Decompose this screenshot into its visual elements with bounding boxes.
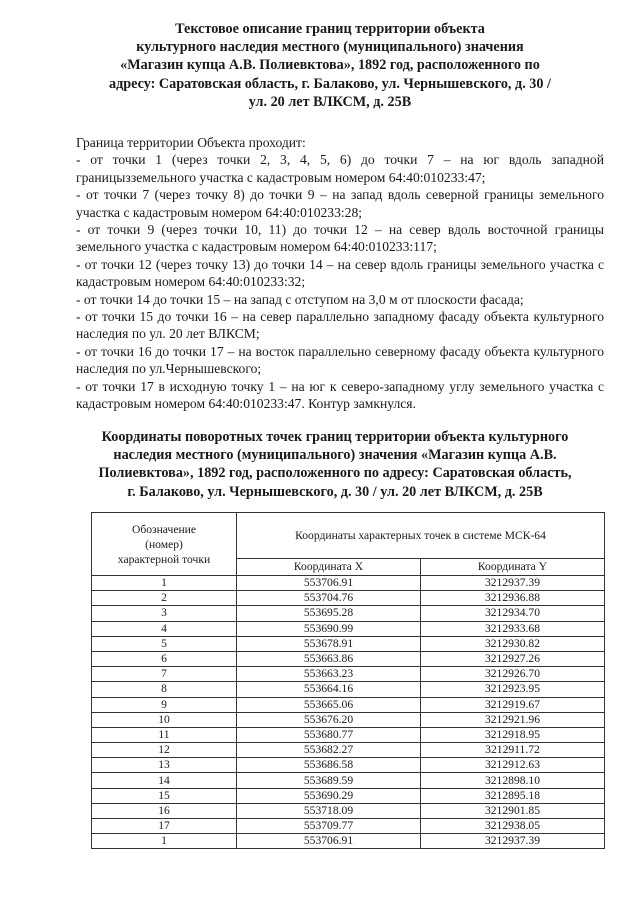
header-coordinate-y: Координата Y <box>420 559 604 576</box>
coordinate-y-cell: 3212921.96 <box>420 712 604 727</box>
description-item: - от точки 9 (через точки 10, 11) до точки 12 – на север вдоль восточной границы земельного участка с кадастровым номером 64:40:010233:117; <box>76 222 604 255</box>
table-row <box>92 651 605 666</box>
point-number-cell: 16 <box>92 803 237 818</box>
coordinate-y-cell: 3212901.85 <box>420 803 604 818</box>
coordinate-y-cell: 3212911.72 <box>420 743 604 758</box>
header-coordinate-x: Координата X <box>237 559 421 576</box>
coordinates-table-body <box>92 576 605 849</box>
coordinate-x-cell: 553663.23 <box>237 667 421 682</box>
description-item: - от точки 16 до точки 17 – на восток параллельно северному фасаду объекта культурного наследия по ул.Чернышевского; <box>76 343 604 377</box>
title-line: ул. 20 лет ВЛКСМ, д. 25В <box>248 93 412 110</box>
coordinate-x-cell: 553706.91 <box>237 576 421 591</box>
point-number-cell: 12 <box>92 743 237 758</box>
table-row <box>92 788 605 803</box>
coordinate-y-cell: 3212938.05 <box>420 819 604 834</box>
coordinate-y-cell: 3212937.39 <box>420 576 604 591</box>
point-number-cell: 15 <box>92 788 237 803</box>
table-row <box>92 819 605 834</box>
coordinate-x-cell: 553704.76 <box>237 591 421 606</box>
coordinate-y-cell: 3212936.88 <box>420 591 604 606</box>
point-number-cell: 6 <box>92 651 237 666</box>
coordinate-y-cell: 3212923.95 <box>420 682 604 697</box>
title-line: культурного наследия местного (муниципального) значения <box>136 39 524 56</box>
coordinates-title <box>60 428 610 501</box>
table-row <box>92 576 605 591</box>
coordinate-x-cell: 553689.59 <box>237 773 421 788</box>
point-number-cell: 9 <box>92 697 237 712</box>
coordinates-table <box>91 512 605 849</box>
table-row <box>92 697 605 712</box>
table-row <box>92 743 605 758</box>
title-line: адресу: Саратовская область, г. Балаково, ул. Чернышевского, д. 30 / <box>109 75 551 92</box>
description-item: - от точки 7 (через точку 8) до точки 9 – на запад вдоль северной границы земельного участка с кадастровым номером 64:40:010233:28; <box>76 187 604 220</box>
document-title <box>70 20 590 111</box>
coordinate-y-cell: 3212895.18 <box>420 788 604 803</box>
coordinate-x-cell: 553709.77 <box>237 819 421 834</box>
header-point-line: (номер) <box>145 537 183 551</box>
header-point-line: характерной точки <box>117 552 211 566</box>
table-row <box>92 758 605 773</box>
coordinate-y-cell: 3212912.63 <box>420 758 604 773</box>
table-row <box>92 773 605 788</box>
coordinate-y-cell: 3212926.70 <box>420 667 604 682</box>
description-item: - от точки 17 в исходную точку 1 – на юг к северо-западному углу земельного участка с кадастровым номером 64:40:010233:47. Контур замкнулся. <box>76 378 604 412</box>
boundary-description <box>76 134 604 413</box>
coordinate-x-cell: 553664.16 <box>237 682 421 697</box>
header-point-number <box>92 513 237 576</box>
coordinates-title-line: Полиевктова», 1892 год, расположенного по адресу: Саратовская область, <box>98 465 572 482</box>
point-number-cell: 1 <box>92 834 237 849</box>
coordinate-x-cell: 553686.58 <box>237 758 421 773</box>
table-row <box>92 727 605 742</box>
point-number-cell: 10 <box>92 712 237 727</box>
coordinate-x-cell: 553665.06 <box>237 697 421 712</box>
point-number-cell: 2 <box>92 591 237 606</box>
point-number-cell: 1 <box>92 576 237 591</box>
coordinate-y-cell: 3212927.26 <box>420 651 604 666</box>
point-number-cell: 5 <box>92 636 237 651</box>
coordinate-y-cell: 3212933.68 <box>420 621 604 636</box>
table-row <box>92 606 605 621</box>
coordinate-y-cell: 3212898.10 <box>420 773 604 788</box>
table-row <box>92 834 605 849</box>
coordinates-title-line: Координаты поворотных точек границ территории объекта культурного <box>101 429 569 445</box>
table-row <box>92 636 605 651</box>
header-coordinate-system: Координаты характерных точек в системе МСК-64 <box>237 513 605 559</box>
coordinate-x-cell: 553690.99 <box>237 621 421 636</box>
point-number-cell: 4 <box>92 621 237 636</box>
point-number-cell: 11 <box>92 727 237 742</box>
coordinate-y-cell: 3212919.67 <box>420 697 604 712</box>
description-item: - от точки 1 (через точки 2, 3, 4, 5, 6) до точки 7 – на юг вдоль западной границызземельного участка с кадастровым номером 64:40:010233:47; <box>76 152 604 185</box>
coordinate-x-cell: 553682.27 <box>237 743 421 758</box>
header-point-line: Обозначение <box>131 522 197 536</box>
coordinate-x-cell: 553718.09 <box>237 803 421 818</box>
coordinate-x-cell: 553678.91 <box>237 636 421 651</box>
point-number-cell: 7 <box>92 667 237 682</box>
table-row <box>92 712 605 727</box>
point-number-cell: 8 <box>92 682 237 697</box>
description-item: - от точки 12 (через точку 13) до точки 14 – на север вдоль границы земельного участка с кадастровым номером 64:40:010233:32; <box>76 256 604 290</box>
coordinate-y-cell: 3212934.70 <box>420 606 604 621</box>
coordinate-x-cell: 553663.86 <box>237 651 421 666</box>
description-item: - от точки 15 до точки 16 – на север параллельно западному фасаду объекта культурного наследия по ул. 20 лет ВЛКСМ; <box>76 309 604 342</box>
table-row <box>92 667 605 682</box>
coordinate-x-cell: 553680.77 <box>237 727 421 742</box>
coordinate-x-cell: 553695.28 <box>237 606 421 621</box>
coordinate-x-cell: 553676.20 <box>237 712 421 727</box>
table-row <box>92 621 605 636</box>
description-item: - от точки 14 до точки 15 – на запад с отступом на 3,0 м от плоскости фасада; <box>76 291 524 307</box>
coordinate-x-cell: 553690.29 <box>237 788 421 803</box>
coordinate-y-cell: 3212937.39 <box>420 834 604 849</box>
coordinate-y-cell: 3212930.82 <box>420 636 604 651</box>
title-line: «Магазин купца А.В. Полиевктова», 1892 год, расположенного по <box>120 57 540 74</box>
point-number-cell: 17 <box>92 819 237 834</box>
coordinate-y-cell: 3212918.95 <box>420 727 604 742</box>
coordinates-title-line: г. Балаково, ул. Чернышевского, д. 30 / ул. 20 лет ВЛКСМ, д. 25В <box>127 483 543 500</box>
point-number-cell: 13 <box>92 758 237 773</box>
coordinates-title-line: наследия местного (муниципального) значения «Магазин купца А.В. <box>113 447 557 464</box>
table-row <box>92 591 605 606</box>
table-row <box>92 803 605 818</box>
point-number-cell: 3 <box>92 606 237 621</box>
title-line: Текстовое описание границ территории объекта <box>175 21 485 37</box>
description-intro: Граница территории Объекта проходит: <box>76 135 306 150</box>
coordinate-x-cell: 553706.91 <box>237 834 421 849</box>
point-number-cell: 14 <box>92 773 237 788</box>
table-row <box>92 682 605 697</box>
